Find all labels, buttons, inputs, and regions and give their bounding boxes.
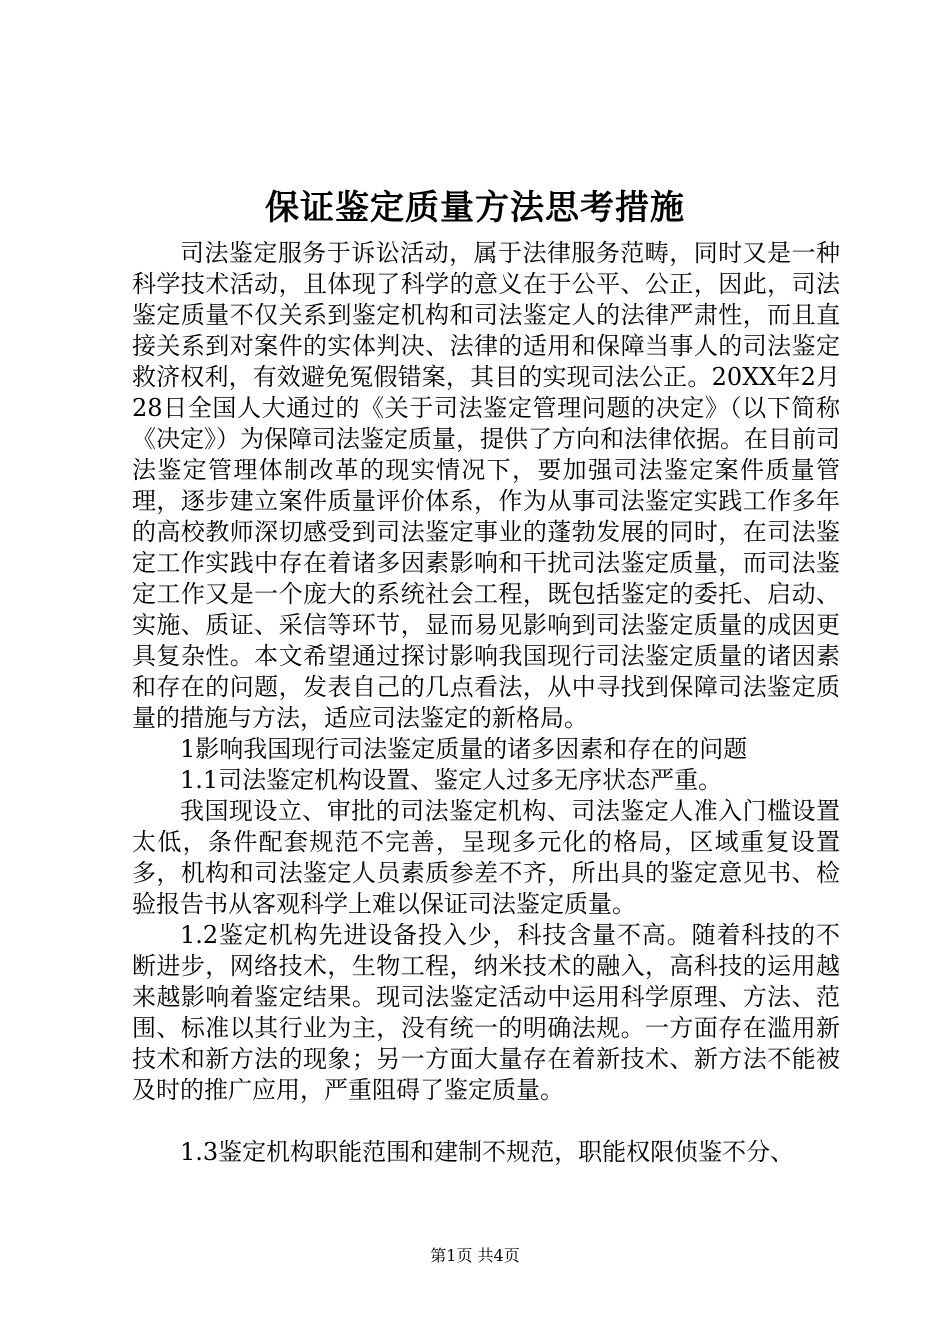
document-title: 保证鉴定质量方法思考措施 [265, 188, 685, 228]
body-paragraph-intro: 司法鉴定服务于诉讼活动，属于法律服务范畴，同时又是一种科学技术活动，且体现了科学的意义在于公平、公正，因此，司法鉴定质量不仅关系到鉴定机构和司法鉴定人的法律严肃性，而且直接关系到对案件的实体判决、法律的适用和保障当事人的司法鉴定救济权利，有效避免冤假错案，其目的实现司法公正。20XX年2月28日全国人大通过的《关于司法鉴定管理问题的决定》（以下简称《决定》）为保障司法鉴定质量，提供了方向和法律依据。在目前司法鉴定管理体制改革的现实情况下，要加强司法鉴定案件质量管理，逐步建立案件质量评价体系，作为从事司法鉴定实践工作多年的高校教师深切感受到司法鉴定事业的蓬勃发展的同时，在司法鉴定工作实践中存在着诸多因素影响和干扰司法鉴定质量，而司法鉴定工作又是一个庞大的系统社会工程，既包括鉴定的委托、启动、实施、质证、采信等环节，显而易见影响到司法鉴定质量的成因更具复杂性。本文希望通过探讨影响我国现行司法鉴定质量的诸因素和存在的问题，发表自己的几点看法，从中寻找到保障司法鉴定质量的措施与方法，适应司法鉴定的新格局。 [132, 239, 840, 732]
subsection-heading-1-1: 1.1司法鉴定机构设置、鉴定人过多无序状态严重。 [180, 766, 723, 794]
page-number-footer: 第1页 共4页 [430, 1246, 520, 1265]
body-paragraph-1-3: 1.3鉴定机构职能范围和建制不规范，职能权限侦鉴不分、 [180, 1138, 795, 1166]
body-paragraph-1-2: 1.2鉴定机构先进设备投入少，科技含量不高。随着科技的不断进步，网络技术，生物工程，纳米技术的融入，高科技的运用越来越影响着鉴定结果。现司法鉴定活动中运用科学原理、方法、范围、标准以其行业为主，没有统一的明确法规。一方面存在滥用新技术和新方法的现象；另一方面大量存在着新技术、新方法不能被及时的推广应用，严重阻碍了鉴定质量。 [132, 921, 840, 1104]
section-heading-1: 1影响我国现行司法鉴定质量的诸多因素和存在的问题 [180, 735, 748, 763]
body-paragraph-1-1: 我国现设立、审批的司法鉴定机构、司法鉴定人准入门槛设置太低，条件配套规范不完善，呈现多元化的格局，区域重复设置多，机构和司法鉴定人员素质参差不齐，所出具的鉴定意见书、检验报告书从客观科学上难以保证司法鉴定质量。 [132, 797, 840, 918]
document-body [132, 238, 840, 1168]
